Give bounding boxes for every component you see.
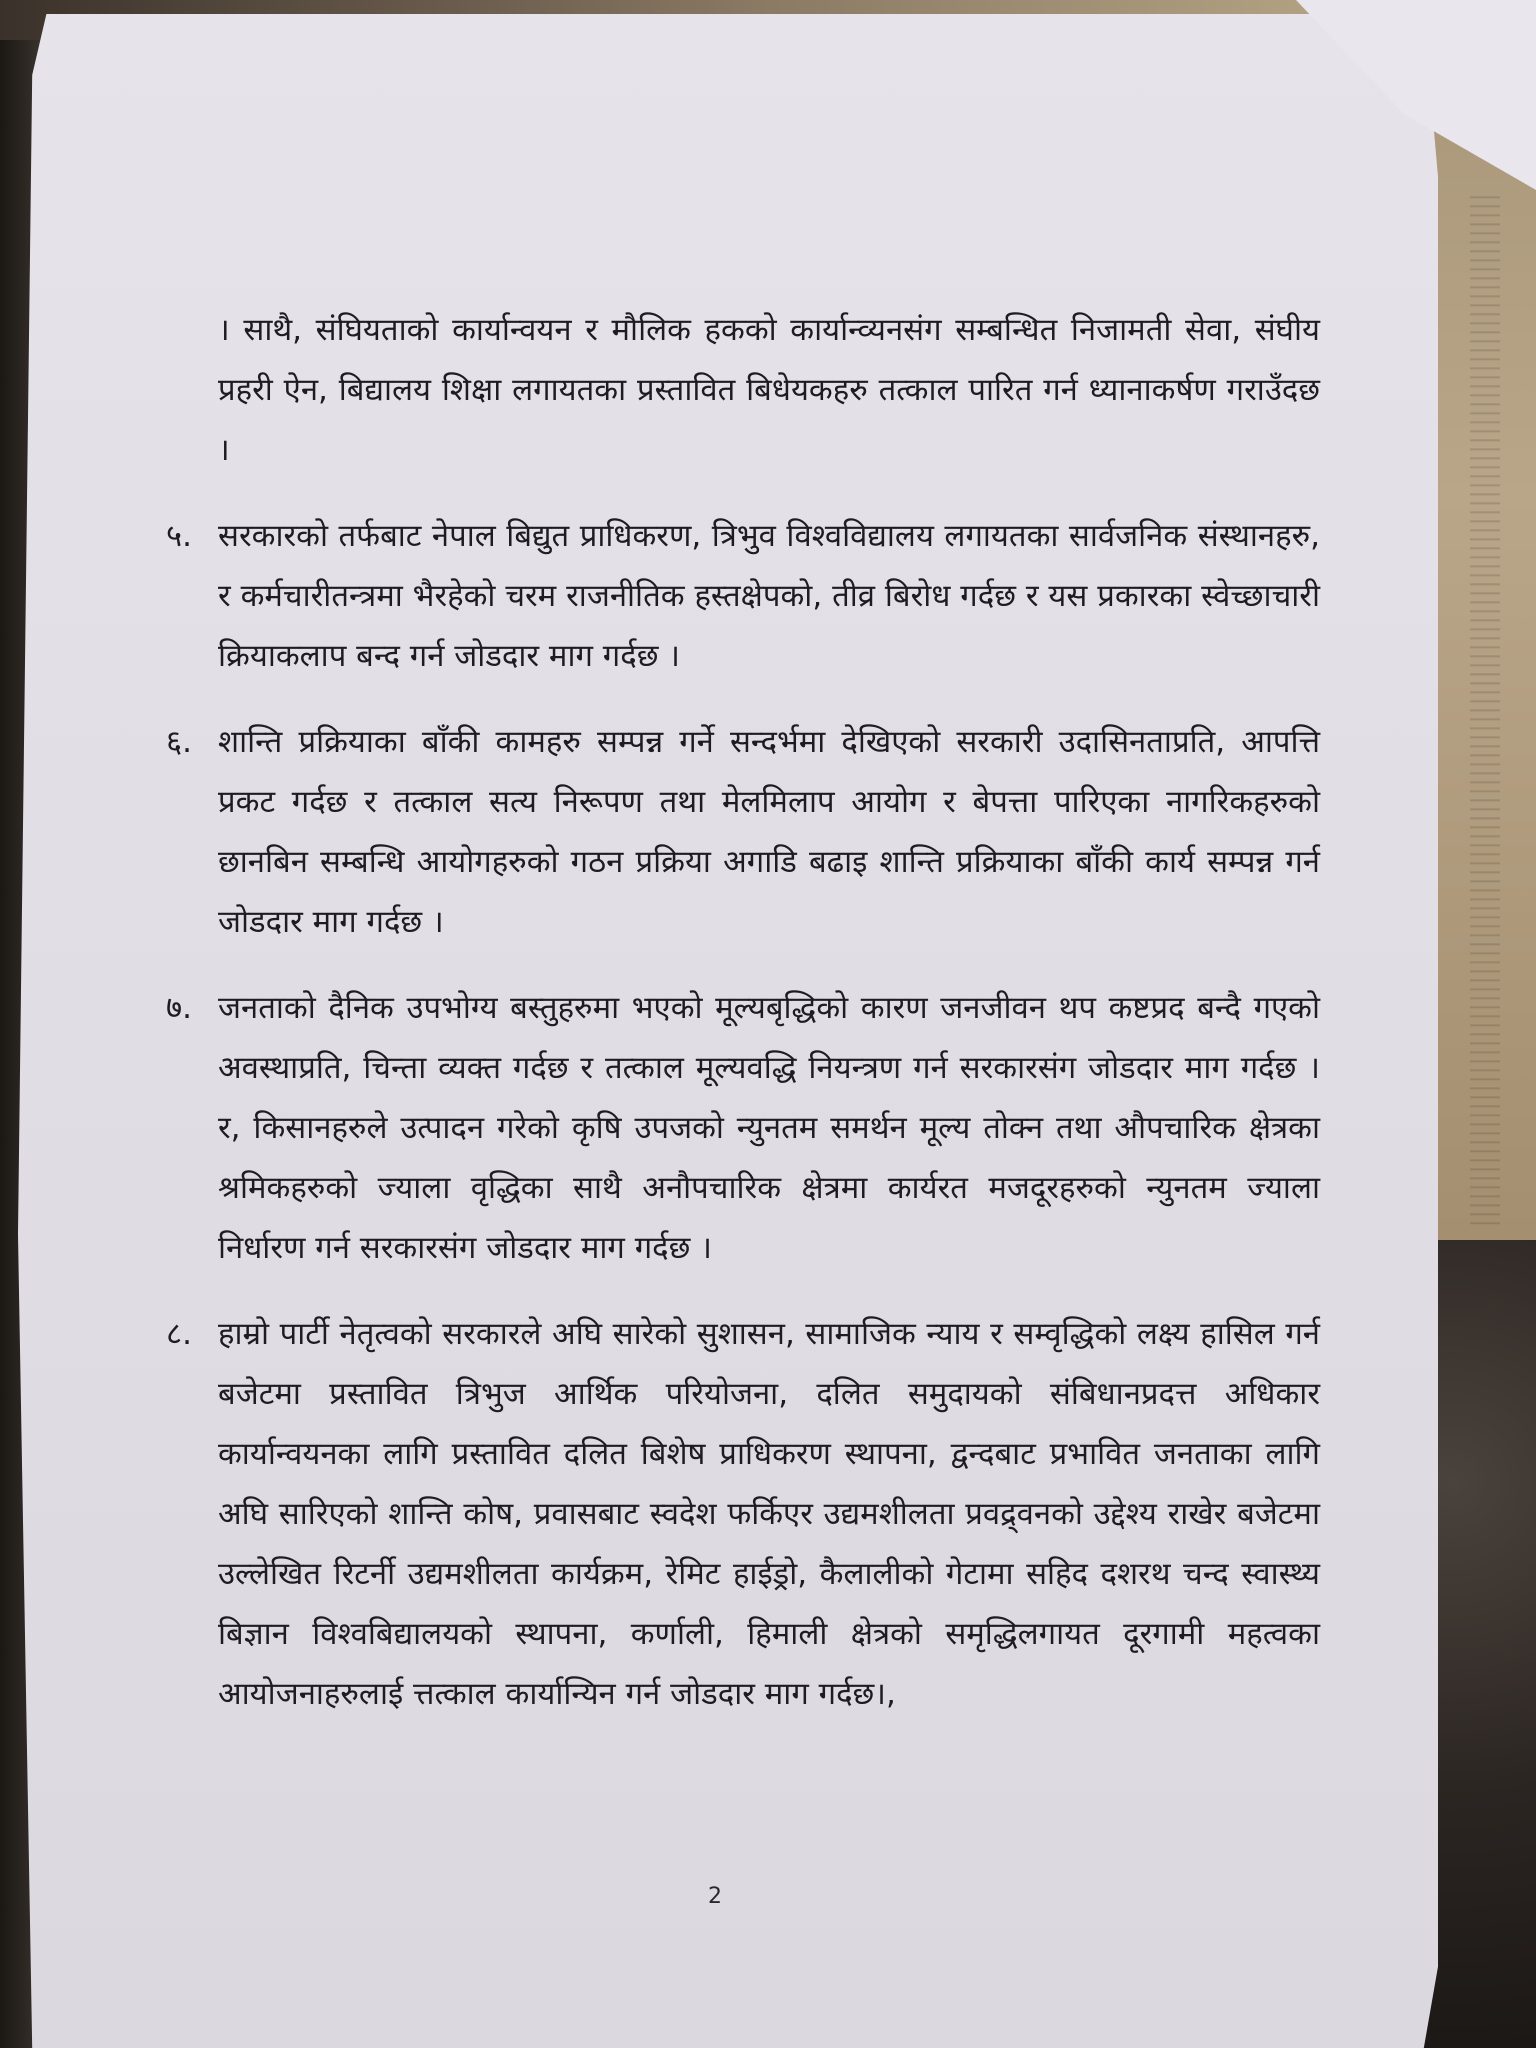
item-number: ५. bbox=[166, 518, 192, 554]
item-number: ८. bbox=[166, 1316, 192, 1352]
item-text: सरकारको तर्फबाट नेपाल बिद्युत प्राधिकरण, त्रिभुव विश्वविद्यालय लगायतका सार्वजनिक संस्थानहरु, र कर्मचारीतन्त्रमा भैरहेको चरम राजनीतिक हस्तक्षेपको, तीव्र बिरोध गर्दछ र यस प्रकारका स्वेच्छाचारी क्रियाकलाप बन्द गर्न जोडदार माग गर्दछ । bbox=[218, 518, 1320, 674]
list-item-7 bbox=[160, 978, 1320, 1278]
list-item-6 bbox=[160, 712, 1320, 952]
continuation-paragraph bbox=[160, 300, 1320, 480]
page-number: 2 bbox=[708, 1884, 722, 1909]
item-text: जनताको दैनिक उपभोग्य बस्तुहरुमा भएको मूल्यबृद्धिको कारण जनजीवन थप कष्टप्रद बन्दै गएको अवस्थाप्रति, चिन्ता व्यक्त गर्दछ र तत्काल मूल्यवद्धि नियन्त्रण गर्न सरकारसंग जोडदार माग गर्दछ । र, किसानहरुले उत्पादन गरेको कृषि उपजको न्युनतम समर्थन मूल्य तोक्न तथा औपचारिक क्षेत्रका श्रमिकहरुको ज्याला वृद्धिका साथै अनौपचारिक क्षेत्रमा कार्यरत मजदूरहरुको न्युनतम ज्याला निर्धारण गर्न सरकारसंग जोडदार माग गर्दछ । bbox=[218, 990, 1320, 1266]
item-number: ६. bbox=[166, 724, 192, 760]
item-text: शान्ति प्रक्रियाका बाँकी कामहरु सम्पन्न गर्ने सन्दर्भमा देखिएको सरकारी उदासिनताप्रति, आपत्ति प्रकट गर्दछ र तत्काल सत्य निरूपण तथा मेलमिलाप आयोग र बेपत्ता पारिएका नागरिकहरुको छानबिन सम्बन्धि आयोगहरुको गठन प्रक्रिया अगाडि बढाइ शान्ति प्रक्रियाका बाँकी कार्य सम्पन्न गर्न जोडदार माग गर्दछ । bbox=[218, 724, 1320, 940]
list-item-5 bbox=[160, 506, 1320, 686]
list-item-8 bbox=[160, 1304, 1320, 1724]
item-number: ७. bbox=[166, 990, 192, 1026]
paragraph-text: । साथै, संघियताको कार्यान्वयन र मौलिक हकको कार्यान्व्यनसंग सम्बन्धित निजामती सेवा, संघीय प्रहरी ऐन, बिद्यालय शिक्षा लगायतका प्रस्तावित बिधेयकहरु तत्काल पारित गर्न ध्यानाकर्षण गराउँदछ । bbox=[218, 312, 1320, 468]
item-text: हाम्रो पार्टी नेतृत्वको सरकारले अघि सारेको सुशासन, सामाजिक न्याय र सम्वृद्धिको लक्ष्य हासिल गर्न बजेटमा प्रस्तावित त्रिभुज आर्थिक परियोजना, दलित समुदायको संबिधानप्रदत्त अधिकार कार्यान्वयनका लागि प्रस्तावित दलित बिशेष प्राधिकरण स्थापना, द्वन्दबाट प्रभावित जनताका लागि अघि सारिएको शान्ति कोष, प्रवासबाट स्वदेश फर्किएर उद्यमशीलता प्रवद्र्वनको उद्देश्य राखेर बजेटमा उल्लेखित रिटर्नी उद्यमशीलता कार्यक्रम, रेमिट हाईड्रो, कैलालीको गेटामा सहिद दशरथ चन्द स्वास्थ्य बिज्ञान विश्वबिद्यालयको स्थापना, कर्णाली, हिमाली क्षेत्रको समृद्धिलगायत दूरगामी महत्वका आयोजनाहरुलाई त्तत्काल कार्यान्यिन गर्न जोडदार माग गर्दछ।, bbox=[218, 1316, 1320, 1712]
paper-edge-stitching bbox=[1470, 190, 1500, 1230]
document-body bbox=[160, 300, 1320, 1750]
